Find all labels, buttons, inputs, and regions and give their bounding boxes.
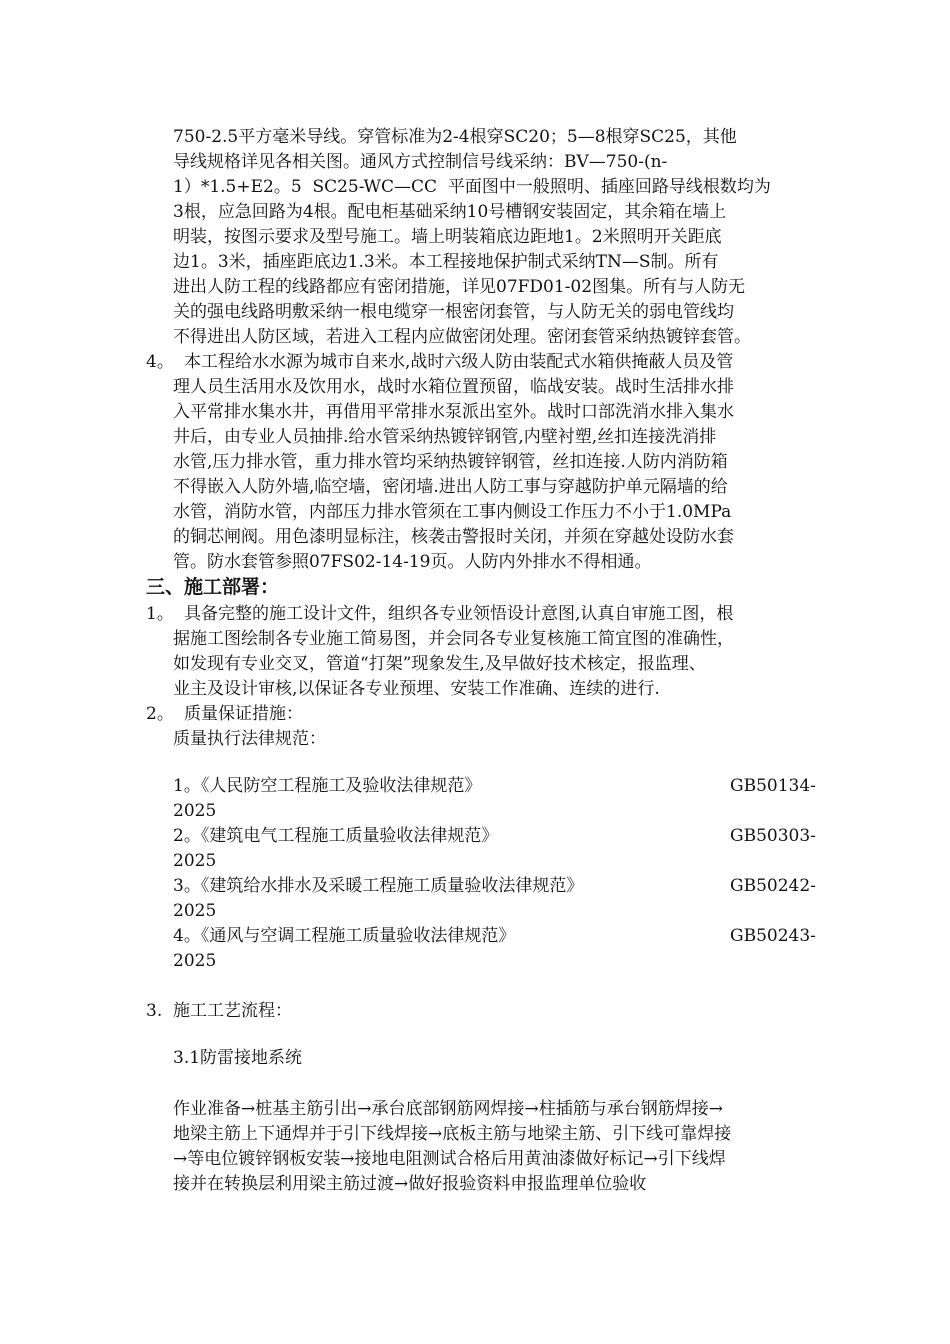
text-line: 水管,压力排水管，重力排水管均采纳热镀锌钢管，丝扣连接.人防内消防箱 <box>173 452 728 472</box>
text-line: 业主及设计审核,以保证各专业预埋、安装工作准确、连续的进行. <box>173 679 660 699</box>
subsection-heading: 3.1防雷接地系统 <box>173 1048 303 1068</box>
item-subtitle: 质量执行法律规范： <box>173 729 326 749</box>
list-number: 1。 <box>146 604 174 624</box>
text-line: 本工程给水水源为城市自来水,战时六级人防由装配式水箱供掩蔽人员及管 <box>184 352 734 372</box>
list-number: 4。 <box>146 352 174 372</box>
standard-name: 2。《建筑电气工程施工质量验收法律规范》 <box>173 826 499 846</box>
text-line: 不得进出人防区域，若进入工程内应做密闭处理。密闭套管采纳热镀锌套管。 <box>173 327 751 347</box>
section-heading: 三、施工部署： <box>146 576 280 598</box>
text-line: 水管，消防水管，内部压力排水管须在工事内侧设工作压力不小于1.0MPa <box>173 502 732 522</box>
text-line: 井后，由专业人员抽排.给水管采纳热镀锌钢管,内壁衬塑,丝扣连接洗消排 <box>173 427 717 447</box>
item-title: 质量保证措施： <box>184 704 303 724</box>
text-line: 管。防水套管参照07FS02-14-19页。人防内外排水不得相通。 <box>173 552 652 572</box>
text-line: 的铜芯闸阀。用色漆明显标注，核袭击警报时关闭，并须在穿越处设防水套 <box>173 527 734 547</box>
standard-year: 2025 <box>173 901 217 921</box>
text-line: 明装，按图示要求及型号施工。墙上明装箱底边距地1。2米照明开关距底 <box>173 227 722 247</box>
standard-year: 2025 <box>173 951 217 971</box>
text-line: 750-2.5平方毫米导线。穿管标准为2-4根穿SC20；5—8根穿SC25，其他 <box>173 127 737 147</box>
text-line: →等电位镀锌钢板安装→接地电阻测试合格后用黄油漆做好标记→引下线焊 <box>173 1149 726 1169</box>
standard-code: GB50134- <box>730 776 816 796</box>
text-line: 如发现有专业交叉，管道“打架”现象发生,及早做好技术核定，报监理、 <box>173 654 706 674</box>
text-line: 导线规格详见各相关图。通风方式控制信号线采纳：BV—750-(n- <box>173 152 668 172</box>
text-line: 入平常排水集水井，再借用平常排水泵派出室外。战时口部洗消水排入集水 <box>173 402 734 422</box>
text-line: 3根，应急回路为4根。配电柜基础采纳10号槽钢安装固定，其余箱在墙上 <box>173 202 727 222</box>
standard-name: 4。《通风与空调工程施工质量验收法律规范》 <box>173 926 516 946</box>
standard-code: GB50242- <box>730 876 816 896</box>
standard-name: 1。《人民防空工程施工及验收法律规范》 <box>173 776 482 796</box>
standard-name: 3。《建筑给水排水及采暖工程施工质量验收法律规范》 <box>173 876 584 896</box>
text-line: 理人员生活用水及饮用水，战时水箱位置预留，临战安装。战时生活排水排 <box>173 377 734 397</box>
standard-code: GB50303- <box>730 826 816 846</box>
list-number: 2。 <box>146 704 174 724</box>
item-title: 施工工艺流程： <box>173 1001 292 1021</box>
text-line: 边1。3米，插座距底边1.3米。本工程接地保护制式采纳TN—S制。所有 <box>173 252 719 272</box>
standard-year: 2025 <box>173 801 217 821</box>
text-line: 具备完整的施工设计文件，组织各专业领悟设计意图,认真自审施工图，根 <box>184 604 734 624</box>
text-line: 地梁主筋上下通焊并于引下线焊接→底板主筋与地梁主筋、引下线可靠焊接 <box>173 1124 732 1144</box>
text-line: 进出人防工程的线路都应有密闭措施，详见07FD01-02图集。所有与人防无 <box>173 277 746 297</box>
text-line: 作业准备→桩基主筋引出→承台底部钢筋网焊接→柱插筋与承台钢筋焊接→ <box>173 1099 723 1119</box>
standard-year: 2025 <box>173 851 217 871</box>
text-line: 据施工图绘制各专业施工简易图，并会同各专业复核施工简宜图的准确性， <box>173 629 734 649</box>
list-number: 3. <box>146 1001 163 1021</box>
text-line: 接并在转换层利用梁主筋过渡→做好报验资料申报监理单位验收 <box>173 1174 647 1194</box>
text-line: 不得嵌入人防外墙,临空墙，密闭墙.进出人防工事与穿越防护单元隔墙的给 <box>173 477 728 497</box>
text-line: 1）*1.5+E2。5 SC25-WC—CC 平面图中一般照明、插座回路导线根数均为 <box>173 177 771 197</box>
text-line: 关的强电线路明敷采纳一根电缆穿一根密闭套管，与人防无关的弱电管线均 <box>173 302 734 322</box>
standard-code: GB50243- <box>730 926 816 946</box>
